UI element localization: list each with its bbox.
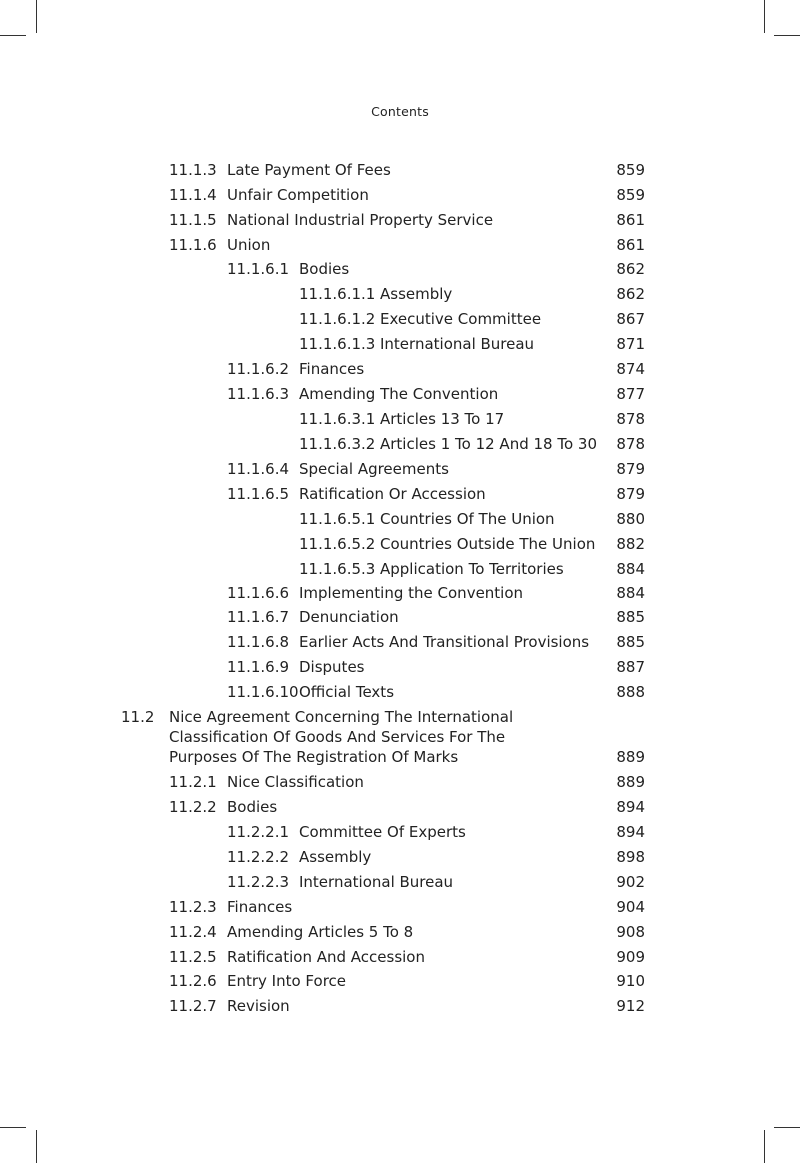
toc-entry[interactable] — [0, 897, 800, 917]
toc-entry-title: Executive Committee — [380, 310, 542, 328]
toc-entry-title: Implementing the Convention — [299, 584, 524, 602]
toc-entry-number: 11.2.3 — [169, 898, 217, 916]
toc-entry-page: 879 — [616, 460, 645, 478]
toc-entry-title: Revision — [227, 997, 290, 1015]
toc-entry-title: Finances — [299, 360, 365, 378]
toc-entry-title: National Industrial Property Service — [227, 211, 494, 229]
toc-entry-number: 11.2.2.3 — [227, 873, 290, 891]
toc-entry[interactable] — [0, 971, 800, 991]
toc-entry-number: 11.1.6.1.2 — [299, 310, 376, 328]
toc-entry-title: Disputes — [299, 658, 365, 676]
toc-entry-title: Nice Classification — [227, 773, 364, 791]
toc-entry-number: 11.1.6 — [169, 236, 217, 254]
toc-entry[interactable] — [0, 434, 800, 454]
toc-entry[interactable] — [0, 509, 800, 529]
toc-entry[interactable] — [0, 384, 800, 404]
toc-entry-number: 11.1.6.1.3 — [299, 335, 376, 353]
toc-entry[interactable] — [0, 210, 800, 230]
toc-entry-page: 867 — [616, 310, 645, 328]
toc-entry-title-line: Purposes Of The Registration Of Marks — [169, 748, 459, 766]
toc-entry[interactable] — [0, 772, 800, 792]
toc-entry[interactable] — [0, 235, 800, 255]
toc-entry[interactable] — [0, 682, 800, 702]
toc-entry-title: Assembly — [299, 848, 372, 866]
toc-entry-page: 885 — [616, 633, 645, 651]
toc-entry[interactable] — [0, 797, 800, 817]
toc-entry-title-line: Classification Of Goods And Services For The — [169, 728, 506, 746]
toc-entry-number: 11.2.2 — [169, 798, 217, 816]
toc-entry-title: Entry Into Force — [227, 972, 347, 990]
toc-entry[interactable] — [0, 284, 800, 304]
toc-entry-number: 11.2 — [121, 708, 155, 726]
toc-entry-title: Assembly — [380, 285, 453, 303]
toc-entry-title: Articles 13 To 17 — [380, 410, 505, 428]
toc-entry[interactable] — [0, 632, 800, 652]
toc-entry-number: 11.1.6.3.2 — [299, 435, 376, 453]
toc-entry[interactable] — [0, 359, 800, 379]
toc-entry-page: 909 — [616, 948, 645, 966]
toc-entry-number: 11.1.6.5.3 — [299, 560, 376, 578]
toc-entry-number: 11.1.6.3 — [227, 385, 290, 403]
toc-entry-number: 11.1.6.10 — [227, 683, 299, 701]
toc-entry-number: 11.1.6.5.1 — [299, 510, 376, 528]
toc-entry-page: 912 — [616, 997, 645, 1015]
toc-entry-page: 862 — [616, 260, 645, 278]
toc-entry-page: 861 — [616, 236, 645, 254]
toc-entry-number: 11.2.4 — [169, 923, 217, 941]
toc-entry-number: 11.1.4 — [169, 186, 217, 204]
toc-entry-page: 902 — [616, 873, 645, 891]
toc-entry[interactable] — [0, 657, 800, 677]
toc-entry[interactable] — [0, 847, 800, 867]
toc-entry[interactable] — [0, 459, 800, 479]
toc-entry-title: Countries Of The Union — [380, 510, 555, 528]
toc-entry[interactable] — [0, 822, 800, 842]
toc-entry-title: Articles 1 To 12 And 18 To 30 — [380, 435, 597, 453]
toc-entry-number: 11.2.7 — [169, 997, 217, 1015]
toc-entry[interactable] — [0, 583, 800, 603]
toc-section-entry[interactable] — [0, 707, 800, 769]
toc-entry-page: 861 — [616, 211, 645, 229]
toc-entry-page: 878 — [616, 435, 645, 453]
toc-entry-page: 910 — [616, 972, 645, 990]
toc-entry-page: 871 — [616, 335, 645, 353]
toc-entry-number: 11.2.6 — [169, 972, 217, 990]
toc-entry-title: Bodies — [299, 260, 350, 278]
toc-entry-title: Ratification Or Accession — [299, 485, 486, 503]
toc-entry-page: 882 — [616, 535, 645, 553]
toc-entry-number: 11.1.3 — [169, 161, 217, 179]
toc-entry-page: 894 — [616, 823, 645, 841]
toc-entry-number: 11.1.6.5 — [227, 485, 290, 503]
toc-entry-number: 11.1.6.5.2 — [299, 535, 376, 553]
toc-entry-page: 884 — [616, 584, 645, 602]
toc-entry-title: Unfair Competition — [227, 186, 369, 204]
toc-entry-page: 862 — [616, 285, 645, 303]
toc-entry-number: 11.1.6.2 — [227, 360, 290, 378]
toc-entry-number: 11.1.6.8 — [227, 633, 290, 651]
toc-entry-number: 11.1.6.9 — [227, 658, 290, 676]
toc-entry-title: Committee Of Experts — [299, 823, 466, 841]
toc-entry-page: 904 — [616, 898, 645, 916]
toc-entry[interactable] — [0, 334, 800, 354]
toc-entry-page: 908 — [616, 923, 645, 941]
toc-entry-page: 894 — [616, 798, 645, 816]
toc-entry-title: Ratification And Accession — [227, 948, 425, 966]
toc-entry-title: Official Texts — [299, 683, 395, 701]
toc-entry-page: 879 — [616, 485, 645, 503]
toc-entry[interactable] — [0, 259, 800, 279]
toc-entry-page: 888 — [616, 683, 645, 701]
toc-entry[interactable] — [0, 922, 800, 942]
toc-entry-number: 11.1.6.1.1 — [299, 285, 376, 303]
toc-entry-number: 11.2.1 — [169, 773, 217, 791]
toc-entry-title: Amending The Convention — [299, 385, 499, 403]
toc-entry-page: 859 — [616, 186, 645, 204]
toc-entry-page: 887 — [616, 658, 645, 676]
toc-entry[interactable] — [0, 872, 800, 892]
toc-entry[interactable] — [0, 185, 800, 205]
toc-entry-title: Countries Outside The Union — [380, 535, 596, 553]
toc-entry-title: Earlier Acts And Transitional Provisions — [299, 633, 590, 651]
toc-entry-title-line: Nice Agreement Concerning The International — [169, 708, 514, 726]
toc-entry-page: 889 — [616, 773, 645, 791]
toc-entry-title: Special Agreements — [299, 460, 449, 478]
toc-entry-page: 889 — [616, 748, 645, 766]
toc-entry[interactable] — [0, 160, 800, 180]
toc-entry-page: 859 — [616, 161, 645, 179]
toc-entry[interactable] — [0, 996, 800, 1016]
toc-entry-number: 11.2.2.1 — [227, 823, 290, 841]
toc-entry-title: Amending Articles 5 To 8 — [227, 923, 414, 941]
toc-entry-number: 11.1.6.7 — [227, 608, 290, 626]
toc-entry[interactable] — [0, 309, 800, 329]
toc-entry-page: 885 — [616, 608, 645, 626]
toc-entry-page: 877 — [616, 385, 645, 403]
toc-entry[interactable] — [0, 409, 800, 429]
toc-entry-number: 11.2.5 — [169, 948, 217, 966]
toc-entry-page: 880 — [616, 510, 645, 528]
toc-entry-title: International Bureau — [299, 873, 454, 891]
toc-entry[interactable] — [0, 607, 800, 627]
toc-entry[interactable] — [0, 559, 800, 579]
toc-entry-number: 11.1.5 — [169, 211, 217, 229]
toc-entry-title: Bodies — [227, 798, 278, 816]
toc-entry-title: Union — [227, 236, 271, 254]
toc-entry-page: 884 — [616, 560, 645, 578]
toc-entry-number: 11.1.6.4 — [227, 460, 290, 478]
toc-entry-page: 898 — [616, 848, 645, 866]
toc-entry-number: 11.1.6.6 — [227, 584, 290, 602]
toc-entry[interactable] — [0, 947, 800, 967]
toc-entry-title: International Bureau — [380, 335, 535, 353]
toc-entry-number: 11.2.2.2 — [227, 848, 290, 866]
toc-entry[interactable] — [0, 534, 800, 554]
toc-entry[interactable] — [0, 484, 800, 504]
toc-entry-title: Late Payment Of Fees — [227, 161, 391, 179]
toc-entry-title: Application To Territories — [380, 560, 564, 578]
toc-entry-number: 11.1.6.3.1 — [299, 410, 376, 428]
page-header: Contents — [371, 104, 429, 119]
toc-entry-title: Finances — [227, 898, 293, 916]
toc-entry-title: Denunciation — [299, 608, 399, 626]
toc-entry-page: 874 — [616, 360, 645, 378]
toc-entry-page: 878 — [616, 410, 645, 428]
toc-entry-number: 11.1.6.1 — [227, 260, 290, 278]
